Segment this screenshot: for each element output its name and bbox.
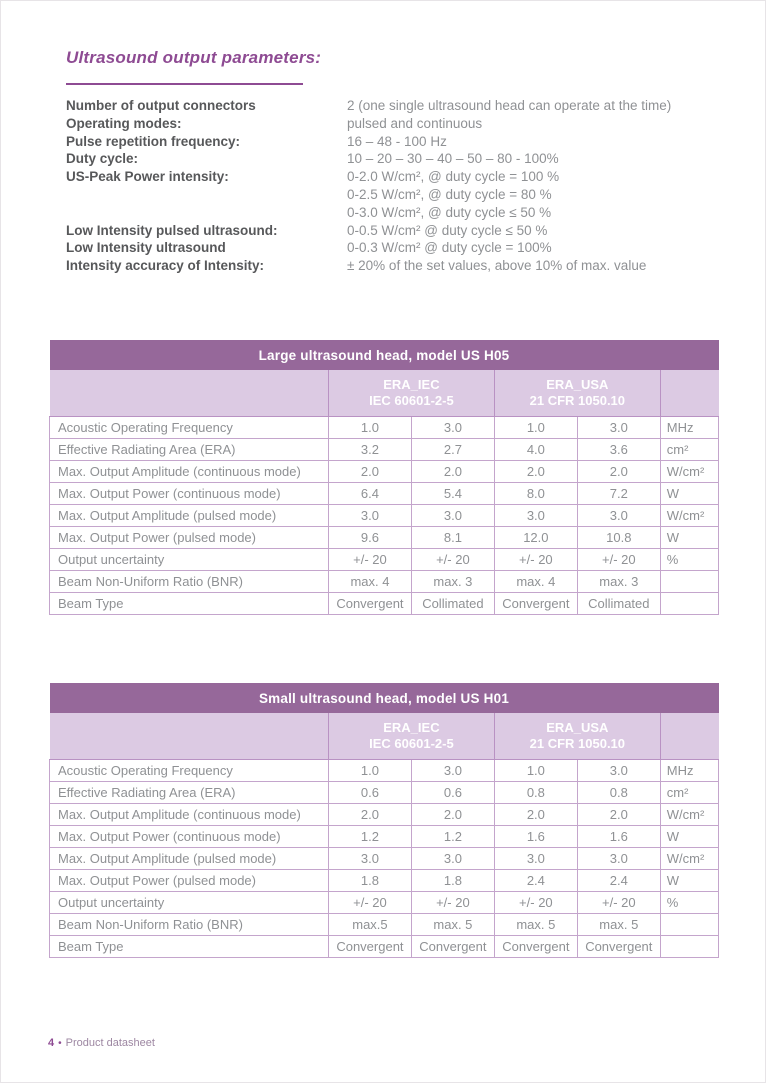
row-label: Max. Output Amplitude (continuous mode)	[50, 803, 329, 825]
row-label: Output uncertainty	[50, 891, 329, 913]
unit-cell: cm²	[660, 781, 718, 803]
row-label: Max. Output Power (pulsed mode)	[50, 869, 329, 891]
value-cell: 6.4	[328, 482, 411, 504]
unit-cell: MHz	[660, 416, 718, 438]
value-cell: 2.0	[328, 460, 411, 482]
value-cell: 2.0	[411, 460, 494, 482]
value-cell: +/- 20	[494, 548, 577, 570]
spec-row	[66, 151, 726, 169]
value-cell: max. 5	[411, 913, 494, 935]
spec-value: 10 – 20 – 30 – 40 – 50 – 80 - 100%	[347, 151, 559, 167]
table-row	[50, 847, 719, 869]
value-cell: 2.0	[494, 803, 577, 825]
value-cell: max. 5	[494, 913, 577, 935]
table-row	[50, 935, 719, 957]
value-cell: 3.2	[328, 438, 411, 460]
value-cell: 3.0	[494, 847, 577, 869]
value-cell: Collimated	[577, 592, 660, 614]
unit-cell: W/cm²	[660, 460, 718, 482]
value-cell: 1.8	[328, 869, 411, 891]
row-label: Max. Output Power (continuous mode)	[50, 482, 329, 504]
value-cell: 3.0	[411, 504, 494, 526]
value-cell: 1.8	[411, 869, 494, 891]
value-cell: 3.0	[577, 416, 660, 438]
value-cell: 0.8	[577, 781, 660, 803]
spec-row	[66, 134, 726, 152]
column-group-standard: IEC 60601-2-5	[369, 392, 454, 408]
table-row	[50, 548, 719, 570]
value-cell: +/- 20	[577, 891, 660, 913]
value-cell: 1.2	[411, 825, 494, 847]
value-cell: Convergent	[411, 935, 494, 957]
value-cell: 3.6	[577, 438, 660, 460]
table-row	[50, 438, 719, 460]
spec-value: 2 (one single ultrasound head can operate at the time)	[347, 98, 672, 113]
table-title: Large ultrasound head, model US H05	[50, 340, 719, 370]
value-cell: max. 3	[411, 570, 494, 592]
unit-cell: %	[660, 548, 718, 570]
row-label: Effective Radiating Area (ERA)	[50, 781, 329, 803]
page-title: Ultrasound output parameters:	[66, 48, 322, 67]
row-label: Max. Output Amplitude (pulsed mode)	[50, 847, 329, 869]
value-cell: 5.4	[411, 482, 494, 504]
value-cell: 9.6	[328, 526, 411, 548]
value-cell: 1.0	[328, 759, 411, 781]
value-cell: +/- 20	[411, 891, 494, 913]
value-cell: 3.0	[328, 504, 411, 526]
spec-label: Low Intensity pulsed ultrasound:	[66, 222, 278, 238]
value-cell: max. 3	[577, 570, 660, 592]
column-group-era-usa	[494, 370, 660, 416]
table-row	[50, 482, 719, 504]
value-cell: 2.0	[328, 803, 411, 825]
table-row	[50, 869, 719, 891]
value-cell: +/- 20	[328, 548, 411, 570]
value-cell: 8.0	[494, 482, 577, 504]
row-label: Acoustic Operating Frequency	[50, 416, 329, 438]
spec-row	[66, 258, 726, 276]
value-cell: Convergent	[494, 592, 577, 614]
subheader-blank-cell	[50, 370, 329, 416]
row-label: Beam Non-Uniform Ratio (BNR)	[50, 913, 329, 935]
row-label: Max. Output Power (pulsed mode)	[50, 526, 329, 548]
value-cell: 1.0	[494, 759, 577, 781]
column-group-name: ERA_USA	[546, 376, 609, 392]
unit-cell	[660, 935, 718, 957]
subheader-unit-cell	[660, 713, 718, 759]
value-cell: 3.0	[494, 504, 577, 526]
spec-table	[49, 683, 719, 958]
table-row	[50, 416, 719, 438]
spec-label: Low Intensity ultrasound	[66, 240, 226, 256]
unit-cell: W	[660, 526, 718, 548]
value-cell: 7.2	[577, 482, 660, 504]
value-cell: 12.0	[494, 526, 577, 548]
spec-label: Intensity accuracy of Intensity:	[66, 258, 265, 274]
unit-cell: MHz	[660, 759, 718, 781]
table-title-row	[50, 683, 719, 713]
unit-cell: W	[660, 825, 718, 847]
page-number: 4	[48, 1037, 55, 1049]
unit-cell	[660, 592, 718, 614]
value-cell: max. 4	[328, 570, 411, 592]
column-group-era-usa	[494, 713, 660, 759]
table-row	[50, 759, 719, 781]
value-cell: 0.6	[411, 781, 494, 803]
table-head	[50, 340, 719, 416]
column-group-name: ERA_USA	[546, 719, 609, 735]
value-cell: 2.4	[577, 869, 660, 891]
spec-label: Operating modes:	[66, 115, 182, 131]
row-label: Max. Output Amplitude (continuous mode)	[50, 460, 329, 482]
table-head	[50, 683, 719, 759]
row-label: Max. Output Power (continuous mode)	[50, 825, 329, 847]
unit-cell: W/cm²	[660, 847, 718, 869]
footer-bullet-icon: •	[58, 1037, 62, 1049]
table-subheader-row	[50, 713, 719, 759]
value-cell: 1.6	[577, 825, 660, 847]
table-row	[50, 891, 719, 913]
value-cell: 0.8	[494, 781, 577, 803]
table-row	[50, 570, 719, 592]
unit-cell: W	[660, 482, 718, 504]
unit-cell: cm²	[660, 438, 718, 460]
value-cell: Convergent	[328, 935, 411, 957]
table-title: Small ultrasound head, model US H01	[50, 683, 719, 713]
value-cell: 2.0	[577, 460, 660, 482]
value-cell: 2.4	[494, 869, 577, 891]
table-row	[50, 504, 719, 526]
spec-value: 0-0.3 W/cm² @ duty cycle = 100%	[347, 240, 552, 256]
column-group-standard: 21 CFR 1050.10	[529, 392, 626, 408]
table-row	[50, 803, 719, 825]
unit-cell: W	[660, 869, 718, 891]
subheader-unit-cell	[660, 370, 718, 416]
value-cell: 2.0	[494, 460, 577, 482]
table-row	[50, 913, 719, 935]
row-label: Output uncertainty	[50, 548, 329, 570]
table-title-row	[50, 340, 719, 370]
spec-label: US-Peak Power intensity:	[66, 169, 229, 185]
value-cell: 8.1	[411, 526, 494, 548]
value-cell: Convergent	[577, 935, 660, 957]
spec-value: 16 – 48 - 100 Hz	[347, 133, 447, 149]
column-group-standard: 21 CFR 1050.10	[529, 735, 626, 751]
value-cell: Collimated	[411, 592, 494, 614]
spec-value: pulsed and continuous	[347, 115, 483, 131]
value-cell: 3.0	[411, 416, 494, 438]
spec-value: 0-3.0 W/cm², @ duty cycle ≤ 50 %	[347, 204, 552, 220]
spec-value: 0-2.0 W/cm², @ duty cycle = 100 %	[347, 169, 560, 185]
table-row	[50, 460, 719, 482]
table-row	[50, 592, 719, 614]
title-underline	[66, 83, 303, 85]
value-cell: +/- 20	[577, 548, 660, 570]
unit-cell	[660, 570, 718, 592]
spec-value: 0-2.5 W/cm², @ duty cycle = 80 %	[347, 186, 552, 202]
value-cell: +/- 20	[328, 891, 411, 913]
spec-row	[66, 205, 726, 223]
column-group-name: ERA_IEC	[383, 376, 440, 392]
column-group-era-iec	[328, 713, 494, 759]
value-cell: max.5	[328, 913, 411, 935]
value-cell: +/- 20	[494, 891, 577, 913]
unit-cell	[660, 913, 718, 935]
row-label: Beam Type	[50, 592, 329, 614]
column-group-era-iec	[328, 370, 494, 416]
spec-row	[66, 223, 726, 241]
spec-row	[66, 116, 726, 134]
value-cell: 3.0	[577, 847, 660, 869]
spec-value: ± 20% of the set values, above 10% of max. value	[347, 258, 647, 274]
doc-header	[66, 48, 321, 85]
spec-value: 0-0.5 W/cm² @ duty cycle ≤ 50 %	[347, 222, 548, 238]
value-cell: 4.0	[494, 438, 577, 460]
spec-row	[66, 240, 726, 258]
value-cell: +/- 20	[411, 548, 494, 570]
value-cell: 3.0	[411, 759, 494, 781]
spec-row	[66, 98, 726, 116]
table-row	[50, 526, 719, 548]
unit-cell: %	[660, 891, 718, 913]
value-cell: 3.0	[328, 847, 411, 869]
row-label: Beam Type	[50, 935, 329, 957]
spec-row	[66, 169, 726, 187]
table-row	[50, 781, 719, 803]
value-cell: Convergent	[328, 592, 411, 614]
value-cell: max. 5	[577, 913, 660, 935]
value-cell: 3.0	[411, 847, 494, 869]
value-cell: 2.0	[411, 803, 494, 825]
table-body	[50, 416, 719, 614]
row-label: Beam Non-Uniform Ratio (BNR)	[50, 570, 329, 592]
spec-table	[49, 340, 719, 615]
value-cell: 1.0	[328, 416, 411, 438]
unit-cell: W/cm²	[660, 504, 718, 526]
value-cell: max. 4	[494, 570, 577, 592]
spec-label: Duty cycle:	[66, 151, 139, 167]
value-cell: 3.0	[577, 504, 660, 526]
value-cell: Convergent	[494, 935, 577, 957]
value-cell: 1.0	[494, 416, 577, 438]
subheader-blank-cell	[50, 713, 329, 759]
table-subheader-row	[50, 370, 719, 416]
table-body	[50, 759, 719, 957]
value-cell: 10.8	[577, 526, 660, 548]
value-cell: 2.7	[411, 438, 494, 460]
value-cell: 2.0	[577, 803, 660, 825]
row-label: Acoustic Operating Frequency	[50, 759, 329, 781]
value-cell: 3.0	[577, 759, 660, 781]
output-parameters-list	[66, 98, 726, 276]
column-group-name: ERA_IEC	[383, 719, 440, 735]
footer-label: Product datasheet	[65, 1037, 155, 1049]
table-row	[50, 825, 719, 847]
column-group-standard: IEC 60601-2-5	[369, 735, 454, 751]
unit-cell: W/cm²	[660, 803, 718, 825]
value-cell: 1.2	[328, 825, 411, 847]
row-label: Effective Radiating Area (ERA)	[50, 438, 329, 460]
spec-label: Pulse repetition frequency:	[66, 133, 241, 149]
value-cell: 1.6	[494, 825, 577, 847]
row-label: Max. Output Amplitude (pulsed mode)	[50, 504, 329, 526]
spec-row	[66, 187, 726, 205]
page-footer	[48, 1037, 155, 1049]
value-cell: 0.6	[328, 781, 411, 803]
spec-label: Number of output connectors	[66, 98, 256, 113]
